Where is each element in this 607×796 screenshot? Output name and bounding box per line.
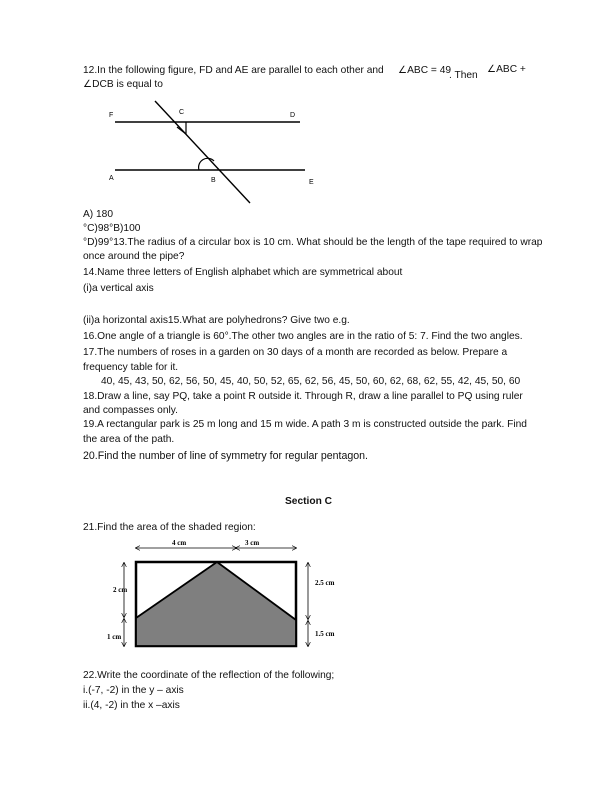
q14-line1: 14.Name three letters of English alphabet which are symmetrical about [83,267,403,278]
q14-line2: (i)a vertical axis [83,283,154,294]
angle-arc-c [177,122,186,134]
q19-line1: 19.A rectangular park is 25 m long and 15 m wide. A path 3 m is constructed outside the park. Find [83,419,527,430]
q12-line1: 12.In the following figure, FD and AE are parallel to each other and [83,65,384,76]
label-b: B [211,177,216,184]
section-heading: Section C [285,496,332,507]
q22-line1: 22.Write the coordinate of the reflection of the following; [83,670,335,681]
label-d: D [290,112,296,119]
transversal [155,101,250,203]
abc-given: ∠ABC = 49 [398,65,452,76]
q16: 16.One angle of a triangle is 60°.The other two angles are in the ratio of 5: 7. Find the two angles. [83,331,523,342]
label-f: F [109,112,114,119]
q17-data: 40, 45, 43, 50, 62, 56, 50, 45, 40, 50, 52, 65, 62, 56, 45, 50, 60, 62, 68, 62, 55, 42, 45, 50, 60 [101,376,521,387]
label-1-5cm: 1.5 cm [315,630,335,638]
label-c: C [179,109,185,116]
angle-arc-b [199,158,214,170]
label-a: A [109,175,114,182]
q17-line1: 17.The numbers of roses in a garden on 30 days of a month are recorded as below. Prepare a [83,347,508,358]
q14-line3: (ii)a horizontal axis15.What are polyhedrons? Give two e.g. [83,315,350,326]
q22-ii: ii.(4, -2) in the x –axis [83,700,180,711]
option-d-q13: °D)99°13.The radius of a circular box is 10 cm. What should be the length of the tape required to wrap [83,237,543,248]
q20: 20.Find the number of line of symmetry for regular pentagon. [83,450,369,462]
option-a: A) 180 [83,209,114,220]
q18-line2: and compasses only. [83,405,178,416]
q18-line1: 18.Draw a line, say PQ, take a point R outside it. Through R, draw a line parallel to PQ using ruler [83,391,523,402]
q21: 21.Find the area of the shaded region: [83,522,256,533]
q17-line2: frequency table for it. [83,362,179,373]
label-2cm: 2 cm [113,586,128,594]
label-1cm: 1 cm [107,633,122,641]
label-2-5cm: 2.5 cm [315,579,335,587]
abc-plus: ∠ABC + [487,64,526,75]
shaded-region-figure [100,535,360,660]
parallel-lines-figure [95,98,340,213]
then-text: . Then [449,70,478,81]
label-4cm: 4 cm [172,539,187,547]
option-c-b: °C)98°B)100 [83,223,141,234]
q22-i: i.(-7, -2) in the y – axis [83,685,184,696]
label-3cm: 3 cm [245,539,260,547]
q12-line2: ∠DCB is equal to [83,79,163,90]
label-e: E [309,179,314,186]
q13-cont: once around the pipe? [83,251,185,262]
q19-line2: the area of the path. [83,434,175,445]
